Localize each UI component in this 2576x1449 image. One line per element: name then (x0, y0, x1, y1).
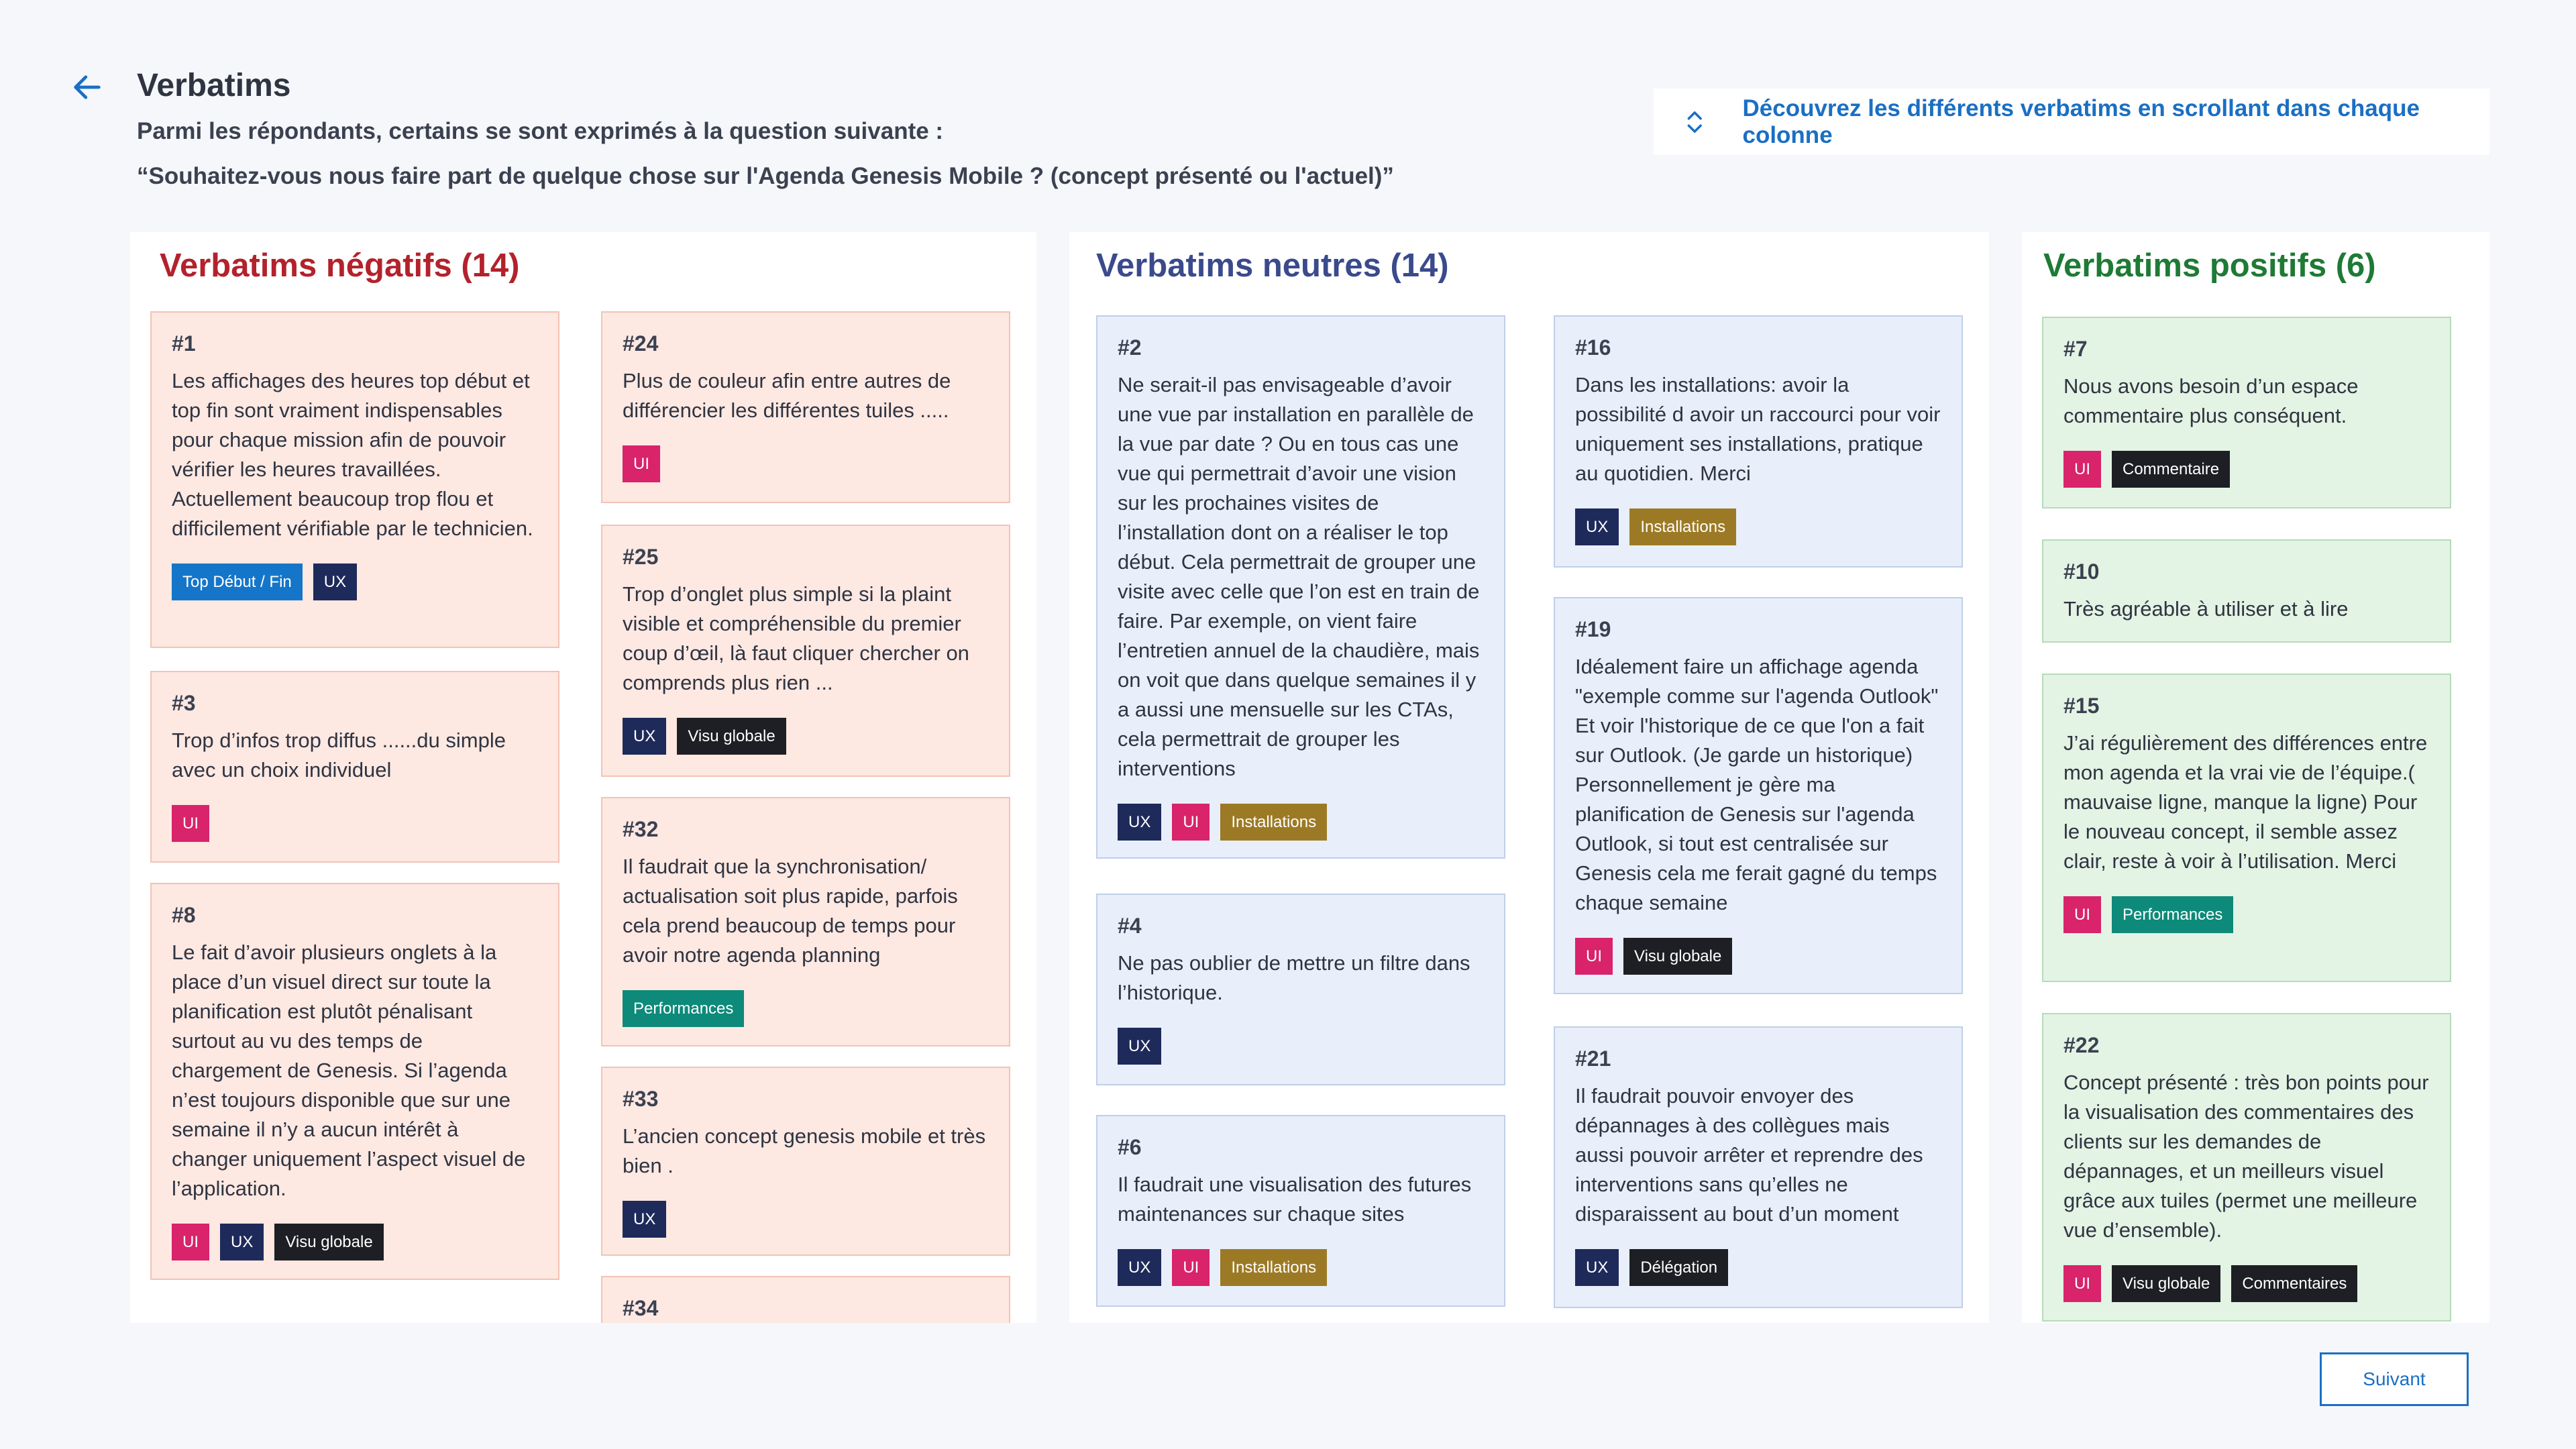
scroll-updown-icon (1680, 107, 1709, 137)
verbatim-card (601, 1067, 1010, 1256)
tag-badge: UI (1172, 804, 1210, 841)
verbatim-id: #24 (623, 331, 659, 356)
verbatim-card (150, 311, 559, 648)
tag-badge: UI (172, 805, 209, 842)
verbatim-tags (2063, 1265, 2430, 1302)
tag-badge: Performances (623, 990, 744, 1027)
negative-panel-title: Verbatims négatifs (14) (160, 248, 520, 284)
verbatim-text: Concept présenté : très bon points pour la visualisation des commentaires des clients sur les demandes de dépannages, et un meilleurs visuel grâce aux tuiles (permet une meilleure vue d’ensemble). (2063, 1071, 2429, 1242)
verbatim-card (1096, 315, 1505, 859)
neutral-panel-title: Verbatims neutres (14) (1096, 248, 1449, 284)
neutral-verbatims-panel[interactable] (1069, 232, 1989, 1323)
verbatim-card (601, 1276, 1010, 1323)
tag-badge: UI (2063, 896, 2101, 933)
tag-badge: UX (1575, 1249, 1619, 1286)
verbatim-text: L’ancien concept genesis mobile et très bien . (623, 1124, 986, 1177)
verbatim-tags (623, 445, 989, 482)
verbatim-id: #32 (623, 817, 659, 841)
verbatim-card (150, 671, 559, 863)
verbatim-card (2042, 317, 2451, 508)
verbatim-text: Le fait d’avoir plusieurs onglets à la place d’un visuel direct sur toute la planification est plutôt pénalisant surtout au vu des temps de chargement de Genesis. Si l’agenda n’est toujours disponible que sur une semaine il n’y a aucun intérêt à changer uniquement l’aspect visuel de l’application. (172, 941, 526, 1200)
verbatim-id: #1 (172, 331, 196, 356)
verbatim-tags (623, 990, 989, 1027)
verbatim-card (150, 883, 559, 1280)
verbatim-tags (172, 1224, 538, 1260)
verbatim-id: #33 (623, 1087, 659, 1111)
verbatim-id: #25 (623, 545, 659, 569)
verbatim-text: Il faudrait que la synchronisation/ actualisation soit plus rapide, parfois cela prend beaucoup de temps pour avoir notre agenda planning (623, 855, 958, 967)
tag-badge: Commentaire (2112, 451, 2230, 488)
verbatim-text: Il faudrait pouvoir envoyer des dépannages à des collègues mais aussi pouvoir arrêter et reprendre des interventions sans qu’elles ne disparaissent au bout d’un moment (1575, 1084, 1923, 1226)
tag-badge: Visu globale (274, 1224, 383, 1260)
verbatim-card (2042, 1013, 2451, 1322)
tag-badge: Commentaires (2231, 1265, 2357, 1302)
tag-badge: UI (623, 445, 660, 482)
verbatim-text: Ne pas oublier de mettre un filtre dans l’historique. (1118, 951, 1470, 1004)
verbatim-id: #8 (172, 903, 196, 927)
positive-panel-title: Verbatims positifs (6) (2043, 248, 2376, 284)
tag-badge: Installations (1220, 804, 1327, 841)
verbatim-tags (1118, 1249, 1484, 1286)
page-title: Verbatims (137, 68, 291, 103)
verbatim-card (601, 797, 1010, 1046)
verbatim-tags (172, 564, 538, 600)
tag-badge: Visu globale (677, 718, 786, 755)
verbatim-id: #3 (172, 691, 196, 715)
verbatim-card (1554, 597, 1963, 994)
tag-badge: Installations (1220, 1249, 1327, 1286)
positive-verbatims-panel[interactable] (2022, 232, 2489, 1323)
tag-badge: UI (2063, 451, 2101, 488)
tag-badge: UX (623, 1201, 666, 1238)
verbatim-id: #15 (2063, 694, 2100, 718)
tag-badge: Top Début / Fin (172, 564, 303, 600)
verbatim-card (1096, 894, 1505, 1085)
verbatim-text: Idéalement faire un affichage agenda "exemple comme sur l'agenda Outlook" Et voir l'historique de ce que l'on a fait sur Outlook. (Je garde un historique) Personnellement je gère ma planification de Genesis sur l'agenda Outlook, si tout est centralisée sur Genesis cela me ferait gagné du temps chaque semaine (1575, 655, 1939, 914)
verbatim-id: #34 (623, 1296, 659, 1320)
verbatim-id: #7 (2063, 337, 2088, 361)
verbatim-tags (623, 718, 989, 755)
verbatim-tags (2063, 896, 2430, 933)
tag-badge: UX (220, 1224, 264, 1260)
verbatim-id: #2 (1118, 335, 1142, 360)
tag-badge: Performances (2112, 896, 2233, 933)
verbatim-id: #6 (1118, 1135, 1142, 1159)
verbatim-id: #19 (1575, 617, 1611, 641)
verbatim-card (601, 311, 1010, 503)
verbatim-id: #4 (1118, 914, 1142, 938)
next-button[interactable]: Suivant (2320, 1352, 2469, 1406)
tag-badge: Délégation (1629, 1249, 1728, 1286)
tag-badge: UX (623, 718, 666, 755)
scroll-hint (1654, 89, 2489, 155)
verbatim-text: Dans les installations: avoir la possibilité d avoir un raccourci pour voir uniquement ses installations, pratique au quotidien. Merci (1575, 373, 1941, 485)
negative-verbatims-panel[interactable] (130, 232, 1036, 1323)
verbatim-tags (623, 1201, 989, 1238)
verbatim-card (1554, 1026, 1963, 1308)
verbatim-text: Ne serait-il pas envisageable d’avoir une vue par installation en parallèle de la vue par date ? Ou en tous cas une vue qui permettrait d’avoir une vision sur les prochaines visites de l’installation dont on a réaliser le top début. Cela permettrait de grouper une visite avec celle que l’on est en train de faire. Par exemple, on vient faire l’entretien annuel de la chaudière, mais on voit que dans quelque semaines il y a aussi une mensuelle sur les CTAs, cela permettrait de grouper les interventions (1118, 373, 1480, 780)
survey-question: “Souhaitez-vous nous faire part de quelque chose sur l'Agenda Genesis Mobile ? (concept présenté ou l'actuel)” (137, 163, 1394, 189)
verbatim-tags (1118, 1028, 1484, 1065)
verbatim-text: Il faudrait une visualisation des futures maintenances sur chaque sites (1118, 1173, 1472, 1226)
tag-badge: UI (2063, 1265, 2101, 1302)
verbatim-tags (1575, 1249, 1941, 1286)
page-subtitle: Parmi les répondants, certains se sont exprimés à la question suivante : (137, 118, 944, 144)
verbatim-tags (1575, 938, 1941, 975)
tag-badge: Visu globale (1623, 938, 1732, 975)
verbatim-text: Trop d’infos trop diffus ......du simple avec un choix individuel (172, 729, 506, 782)
verbatim-tags (1118, 804, 1484, 841)
tag-badge: UX (313, 564, 357, 600)
verbatim-text: Nous avons besoin d’un espace commentaire plus conséquent. (2063, 374, 2359, 427)
scroll-hint-text: Découvrez les différents verbatims en scrollant dans chaque colonne (1742, 95, 2420, 148)
verbatim-card (2042, 539, 2451, 643)
verbatim-text: Très agréable à utiliser et à lire (2063, 597, 2349, 621)
verbatim-tags (1575, 508, 1941, 545)
tag-badge: UX (1575, 508, 1619, 545)
verbatim-tags (2063, 451, 2430, 488)
verbatim-card (2042, 674, 2451, 982)
tag-badge: UX (1118, 804, 1161, 841)
verbatim-text: Trop d’onglet plus simple si la plaint visible et compréhensible du premier coup d’œil, là faut cliquer chercher on comprends plus rien ... (623, 582, 969, 694)
verbatim-id: #16 (1575, 335, 1611, 360)
verbatim-id: #10 (2063, 559, 2100, 584)
verbatim-id: #21 (1575, 1046, 1611, 1071)
tag-badge: UX (1118, 1028, 1161, 1065)
verbatim-card (1096, 1115, 1505, 1307)
verbatim-card (601, 525, 1010, 777)
verbatim-card (1554, 315, 1963, 568)
tag-badge: Visu globale (2112, 1265, 2220, 1302)
verbatim-id: #22 (2063, 1033, 2100, 1057)
tag-badge: UI (1172, 1249, 1210, 1286)
verbatim-text: J’ai régulièrement des différences entre mon agenda et la vrai vie de l’équipe.( mauvaise ligne, manque la ligne) Pour le nouveau concept, il semble assez clair, reste à voir à l’utilisation. Merci (2063, 731, 2428, 873)
tag-badge: UI (172, 1224, 209, 1260)
tag-badge: Installations (1629, 508, 1736, 545)
verbatim-text: Plus de couleur afin entre autres de différencier les différentes tuiles ..... (623, 369, 951, 422)
tag-badge: UI (1575, 938, 1613, 975)
tag-badge: UX (1118, 1249, 1161, 1286)
arrow-left-icon[interactable] (70, 70, 105, 105)
verbatim-tags (172, 805, 538, 842)
verbatim-text: Les affichages des heures top début et top fin sont vraiment indispensables pour chaque mission afin de pouvoir vérifier les heures travaillées. Actuellement beaucoup trop flou et difficilement vérifiable par le technicien. (172, 369, 533, 540)
